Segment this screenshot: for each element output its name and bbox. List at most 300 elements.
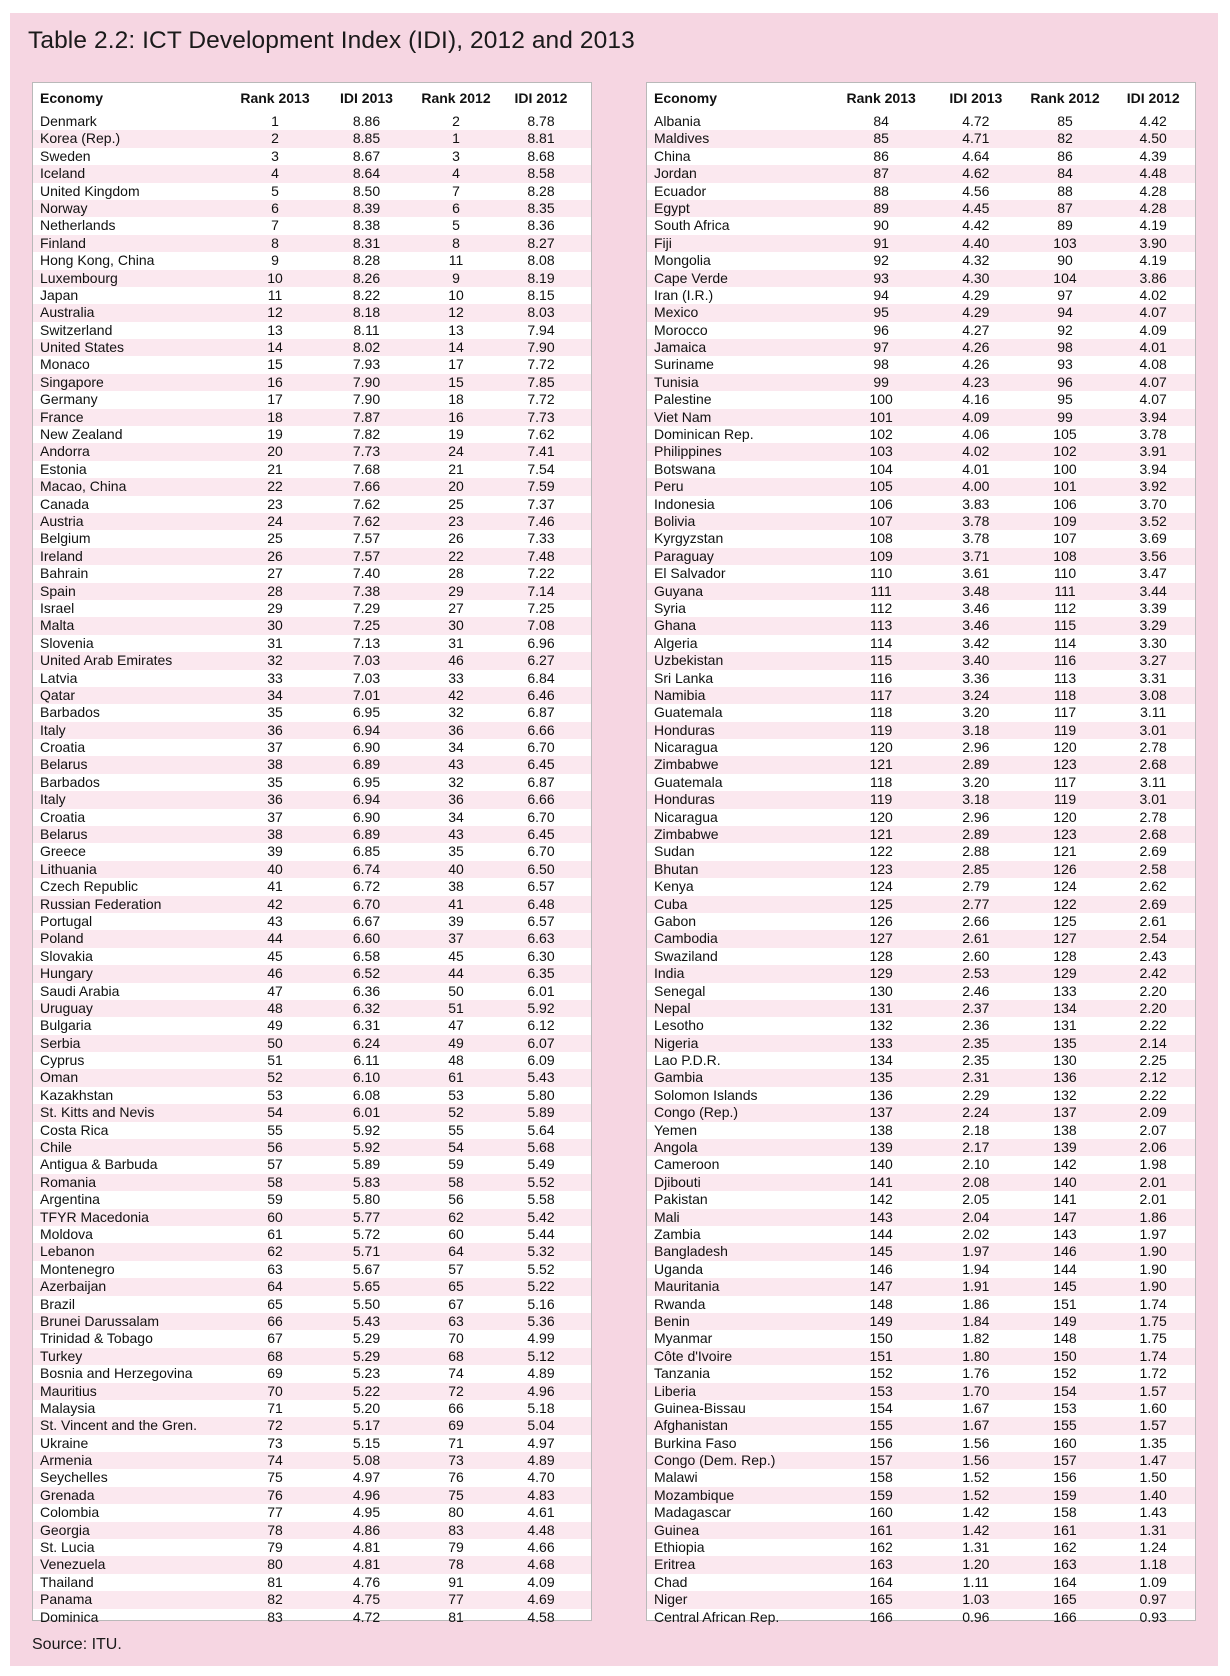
- cell-idi-2013: 6.58: [352, 947, 381, 964]
- cell-idi-2013: 8.18: [352, 304, 381, 321]
- cell-economy: Armenia: [40, 1452, 93, 1469]
- cell-idi-2012: 6.45: [527, 826, 555, 843]
- cell-idi-2013: 3.46: [962, 599, 990, 616]
- cell-idi-2012: 1.40: [1139, 1486, 1167, 1503]
- cell-rank-2012: 43: [448, 826, 464, 843]
- cell-rank-2012: 123: [1053, 756, 1077, 773]
- cell-idi-2012: 3.94: [1139, 460, 1167, 477]
- cell-idi-2013: 7.90: [352, 391, 381, 408]
- table-row: [647, 165, 1195, 182]
- cell-idi-2012: 1.60: [1139, 1399, 1167, 1416]
- cell-economy: St. Lucia: [40, 1539, 95, 1556]
- cell-rank-2013: 36: [267, 791, 283, 808]
- cell-rank-2012: 61: [448, 1069, 464, 1086]
- table-row: [33, 861, 591, 878]
- table-row: [33, 287, 591, 304]
- table-row: [647, 513, 1195, 530]
- cell-idi-2013: 2.66: [962, 912, 990, 929]
- cell-idi-2013: 6.89: [352, 756, 381, 773]
- cell-rank-2012: 152: [1053, 1365, 1077, 1382]
- cell-rank-2012: 56: [448, 1191, 464, 1208]
- cell-rank-2012: 154: [1053, 1382, 1077, 1399]
- cell-economy: Zambia: [654, 1226, 701, 1242]
- table-row: [647, 739, 1195, 756]
- cell-economy: Mauritius: [40, 1382, 97, 1399]
- cell-rank-2012: 36: [448, 791, 464, 808]
- cell-idi-2012: 3.01: [1139, 791, 1167, 808]
- cell-economy: Costa Rica: [40, 1121, 109, 1138]
- cell-rank-2013: 157: [869, 1452, 893, 1469]
- cell-rank-2013: 151: [869, 1347, 893, 1364]
- cell-idi-2012: 2.25: [1139, 1052, 1167, 1069]
- cell-idi-2012: 2.43: [1139, 947, 1167, 964]
- cell-rank-2013: 100: [869, 391, 893, 408]
- cell-idi-2012: 8.81: [527, 130, 555, 147]
- cell-economy: Liberia: [654, 1382, 697, 1399]
- cell-rank-2012: 75: [448, 1486, 464, 1503]
- table-row: [33, 304, 591, 321]
- cell-rank-2013: 43: [267, 912, 283, 929]
- cell-idi-2013: 7.87: [352, 408, 381, 425]
- cell-rank-2012: 82: [1057, 130, 1073, 147]
- cell-rank-2013: 108: [869, 530, 893, 547]
- cell-idi-2012: 1.57: [1139, 1382, 1167, 1399]
- cell-rank-2012: 32: [448, 773, 464, 790]
- table-row: [647, 322, 1195, 339]
- table-row: [647, 461, 1195, 478]
- table-row: [33, 565, 591, 582]
- cell-idi-2012: 1.24: [1139, 1539, 1167, 1556]
- table-row: [647, 1122, 1195, 1139]
- cell-idi-2013: 8.39: [352, 199, 381, 216]
- cell-rank-2012: 32: [448, 704, 464, 721]
- cell-rank-2012: 70: [448, 1330, 464, 1347]
- cell-economy: Cyprus: [40, 1052, 85, 1069]
- cell-idi-2013: 8.85: [352, 130, 381, 147]
- cell-rank-2013: 156: [869, 1434, 893, 1451]
- cell-idi-2012: 4.83: [527, 1486, 555, 1503]
- cell-rank-2012: 26: [448, 530, 464, 547]
- cell-economy: Fiji: [654, 234, 672, 251]
- cell-rank-2012: 22: [448, 547, 464, 564]
- table-row: [33, 896, 591, 913]
- cell-economy: Bulgaria: [40, 1017, 92, 1034]
- cell-economy: Peru: [654, 478, 684, 495]
- cell-rank-2012: 95: [1057, 391, 1073, 408]
- cell-economy: Dominican Rep.: [654, 426, 754, 443]
- cell-economy: Turkey: [40, 1347, 83, 1364]
- cell-idi-2013: 4.16: [962, 391, 990, 408]
- table-row: [33, 513, 591, 530]
- cell-rank-2013: 119: [870, 721, 893, 738]
- cell-idi-2013: 1.94: [962, 1260, 990, 1277]
- table-row: [647, 1069, 1195, 1086]
- cell-rank-2012: 5: [452, 217, 460, 234]
- cell-economy: Algeria: [654, 634, 698, 651]
- cell-economy: Jamaica: [654, 339, 707, 356]
- cell-rank-2012: 59: [448, 1156, 464, 1173]
- cell-rank-2013: 75: [267, 1469, 283, 1486]
- cell-rank-2013: 131: [869, 999, 893, 1016]
- cell-economy: Bangladesh: [654, 1243, 728, 1260]
- cell-rank-2013: 26: [267, 547, 283, 564]
- cell-idi-2012: 5.32: [527, 1243, 555, 1260]
- cell-idi-2013: 2.31: [962, 1069, 990, 1086]
- cell-idi-2013: 7.57: [352, 530, 381, 547]
- cell-rank-2013: 115: [870, 652, 893, 669]
- cell-rank-2012: 19: [448, 426, 464, 443]
- cell-economy: Antigua & Barbuda: [40, 1156, 158, 1173]
- cell-idi-2012: 5.44: [527, 1226, 555, 1242]
- cell-idi-2012: 3.11: [1140, 773, 1167, 790]
- table-row: [647, 1574, 1195, 1591]
- cell-rank-2013: 150: [869, 1330, 893, 1347]
- cell-idi-2012: 2.54: [1139, 930, 1167, 947]
- cell-rank-2013: 117: [870, 686, 893, 703]
- cell-rank-2013: 118: [870, 773, 893, 790]
- cell-economy: Guyana: [654, 582, 704, 599]
- cell-rank-2012: 51: [448, 999, 464, 1016]
- cell-idi-2013: 7.03: [352, 669, 381, 686]
- cell-idi-2013: 1.80: [962, 1347, 990, 1364]
- cell-idi-2013: 1.03: [962, 1591, 990, 1608]
- cell-rank-2012: 1: [452, 130, 460, 147]
- cell-idi-2012: 5.22: [527, 1278, 555, 1295]
- cell-idi-2013: 7.82: [352, 426, 381, 443]
- cell-rank-2013: 166: [869, 1608, 893, 1625]
- cell-rank-2012: 165: [1053, 1591, 1077, 1608]
- cell-economy: Guatemala: [654, 773, 723, 790]
- cell-economy: Korea (Rep.): [40, 130, 121, 147]
- table-row: [33, 496, 591, 513]
- cell-rank-2012: 27: [448, 599, 464, 616]
- table-row: [647, 809, 1195, 826]
- cell-rank-2013: 50: [267, 1034, 283, 1051]
- cell-idi-2013: 3.61: [962, 565, 990, 582]
- cell-economy: Philippines: [654, 443, 722, 460]
- cell-economy: Brunei Darussalam: [40, 1312, 160, 1329]
- table-row: [33, 756, 591, 773]
- cell-idi-2013: 2.79: [962, 878, 990, 895]
- cell-idi-2012: 1.75: [1139, 1312, 1167, 1329]
- table-row: [647, 1591, 1195, 1608]
- table-row: [647, 304, 1195, 321]
- cell-economy: Tanzania: [654, 1365, 711, 1382]
- cell-rank-2012: 17: [448, 356, 464, 373]
- cell-idi-2012: 2.07: [1139, 1121, 1167, 1138]
- cell-idi-2012: 1.47: [1139, 1452, 1167, 1469]
- cell-economy: Syria: [654, 599, 686, 616]
- cell-rank-2013: 38: [267, 756, 283, 773]
- cell-rank-2012: 153: [1053, 1399, 1077, 1416]
- table-row: [33, 409, 591, 426]
- cell-rank-2013: 132: [869, 1017, 893, 1034]
- cell-rank-2013: 74: [267, 1452, 283, 1469]
- cell-economy: Croatia: [40, 739, 86, 756]
- cell-rank-2013: 106: [869, 495, 893, 512]
- cell-idi-2012: 1.74: [1139, 1347, 1167, 1364]
- cell-rank-2013: 92: [873, 252, 889, 269]
- table-row: [33, 878, 591, 895]
- cell-idi-2013: 6.89: [352, 826, 381, 843]
- cell-idi-2012: 4.08: [1139, 356, 1167, 373]
- cell-rank-2012: 114: [1053, 634, 1077, 651]
- cell-rank-2013: 113: [870, 617, 893, 634]
- cell-rank-2013: 33: [267, 669, 283, 686]
- cell-economy: Cameroon: [654, 1156, 720, 1173]
- cell-rank-2012: 94: [1057, 304, 1073, 321]
- cell-rank-2013: 30: [267, 617, 283, 634]
- cell-economy: South Africa: [654, 217, 730, 234]
- cell-idi-2013: 5.29: [352, 1330, 381, 1347]
- cell-rank-2012: 57: [448, 1260, 464, 1277]
- table-row: [33, 617, 591, 634]
- cell-idi-2012: 5.58: [527, 1191, 555, 1208]
- table-row: [647, 687, 1195, 704]
- header-economy: Economy: [40, 89, 104, 106]
- table-row: [33, 130, 591, 147]
- table-row: [33, 1383, 591, 1400]
- cell-idi-2013: 2.08: [962, 1173, 990, 1190]
- table-page: [10, 13, 1218, 1666]
- cell-rank-2012: 24: [448, 443, 464, 460]
- cell-idi-2013: 3.20: [962, 704, 990, 721]
- cell-idi-2013: 2.04: [962, 1208, 990, 1225]
- table-row: [647, 1296, 1195, 1313]
- table-row: [33, 1052, 591, 1069]
- table-row: [647, 270, 1195, 287]
- table-row: [33, 1400, 591, 1417]
- cell-economy: Lithuania: [40, 860, 97, 877]
- cell-idi-2013: 3.71: [962, 547, 990, 564]
- cell-rank-2013: 63: [267, 1260, 283, 1277]
- cell-rank-2012: 74: [448, 1365, 464, 1382]
- cell-economy: Ghana: [654, 617, 697, 634]
- cell-rank-2013: 153: [869, 1382, 893, 1399]
- cell-rank-2012: 92: [1057, 321, 1073, 338]
- table-row: [647, 1174, 1195, 1191]
- cell-idi-2012: 4.99: [527, 1330, 555, 1347]
- cell-rank-2013: 57: [267, 1156, 283, 1173]
- cell-rank-2013: 37: [267, 808, 283, 825]
- cell-economy: Egypt: [654, 199, 690, 216]
- cell-idi-2013: 8.28: [352, 252, 381, 269]
- cell-idi-2013: 1.20: [962, 1556, 990, 1573]
- cell-idi-2012: 4.96: [527, 1382, 555, 1399]
- cell-rank-2013: 7: [271, 217, 279, 234]
- cell-rank-2013: 83: [267, 1608, 283, 1625]
- table-row: [647, 704, 1195, 721]
- cell-rank-2012: 13: [448, 321, 464, 338]
- table-row: [33, 809, 591, 826]
- cell-idi-2012: 5.04: [527, 1417, 555, 1434]
- table-row: [647, 1539, 1195, 1556]
- cell-economy: Cuba: [654, 895, 688, 912]
- cell-idi-2013: 2.89: [962, 756, 990, 773]
- cell-idi-2013: 8.26: [352, 269, 381, 286]
- cell-rank-2013: 163: [869, 1556, 893, 1573]
- cell-idi-2013: 6.31: [352, 1017, 381, 1034]
- cell-rank-2012: 133: [1053, 982, 1077, 999]
- cell-rank-2013: 8: [271, 234, 279, 251]
- cell-idi-2012: 7.85: [527, 373, 555, 390]
- cell-economy: United States: [40, 339, 125, 356]
- cell-rank-2013: 6: [271, 199, 279, 216]
- cell-idi-2012: 4.39: [1139, 147, 1167, 164]
- cell-idi-2012: 6.66: [527, 721, 555, 738]
- cell-idi-2012: 7.37: [527, 495, 555, 512]
- cell-idi-2012: 4.19: [1139, 217, 1167, 234]
- cell-rank-2012: 85: [1057, 113, 1073, 129]
- cell-idi-2013: 4.81: [352, 1539, 381, 1556]
- table-row: [647, 722, 1195, 739]
- cell-rank-2013: 17: [267, 391, 283, 408]
- cell-rank-2013: 28: [267, 582, 283, 599]
- cell-rank-2012: 141: [1053, 1191, 1077, 1208]
- cell-economy: Mali: [654, 1208, 680, 1225]
- cell-idi-2012: 7.33: [527, 530, 555, 547]
- table-row: [647, 1226, 1195, 1243]
- cell-economy: Indonesia: [654, 495, 715, 512]
- cell-rank-2012: 83: [448, 1521, 464, 1538]
- cell-economy: Central African Rep.: [654, 1608, 780, 1625]
- cell-rank-2012: 66: [448, 1399, 464, 1416]
- cell-economy: Morocco: [654, 321, 708, 338]
- cell-idi-2012: 3.92: [1139, 478, 1167, 495]
- cell-economy: Namibia: [654, 686, 706, 703]
- cell-rank-2013: 152: [869, 1365, 893, 1382]
- cell-rank-2012: 50: [448, 982, 464, 999]
- cell-economy: Andorra: [40, 443, 90, 460]
- cell-rank-2013: 41: [267, 878, 283, 895]
- cell-idi-2013: 5.23: [352, 1365, 381, 1382]
- cell-idi-2013: 7.73: [352, 443, 381, 460]
- cell-rank-2012: 87: [1057, 199, 1073, 216]
- cell-idi-2012: 6.09: [527, 1052, 555, 1069]
- table-row: [33, 1330, 591, 1347]
- table-row: [33, 1139, 591, 1156]
- cell-rank-2012: 10: [448, 286, 464, 303]
- cell-rank-2012: 60: [448, 1226, 464, 1242]
- cell-economy: Viet Nam: [654, 408, 712, 425]
- cell-rank-2013: 120: [869, 808, 893, 825]
- cell-rank-2013: 89: [873, 199, 889, 216]
- table-row: [33, 478, 591, 495]
- cell-idi-2013: 8.67: [352, 147, 381, 164]
- cell-idi-2012: 5.43: [527, 1069, 555, 1086]
- cell-idi-2012: 6.35: [527, 965, 555, 982]
- table-row: [647, 826, 1195, 843]
- cell-rank-2013: 19: [267, 426, 283, 443]
- table-row: [33, 426, 591, 443]
- cell-idi-2013: 6.52: [352, 965, 381, 982]
- cell-idi-2013: 3.46: [962, 617, 990, 634]
- cell-economy: Switzerland: [40, 321, 113, 338]
- cell-economy: Denmark: [40, 113, 97, 129]
- cell-rank-2012: 90: [1057, 252, 1073, 269]
- cell-idi-2013: 3.18: [962, 721, 990, 738]
- cell-rank-2012: 104: [1053, 269, 1077, 286]
- table-row: [33, 461, 591, 478]
- cell-rank-2013: 20: [267, 443, 283, 460]
- cell-idi-2012: 6.12: [527, 1017, 555, 1034]
- cell-rank-2012: 96: [1057, 373, 1073, 390]
- cell-rank-2013: 159: [869, 1486, 893, 1503]
- table-row: [647, 1469, 1195, 1486]
- header-rank-2012: Rank 2012: [421, 89, 491, 106]
- cell-idi-2013: 8.64: [352, 165, 381, 182]
- cell-idi-2013: 8.50: [352, 182, 381, 199]
- cell-economy: Romania: [40, 1173, 97, 1190]
- cell-idi-2012: 2.61: [1139, 912, 1167, 929]
- cell-idi-2013: 1.70: [962, 1382, 990, 1399]
- cell-idi-2012: 2.68: [1139, 826, 1167, 843]
- cell-idi-2013: 2.35: [962, 1034, 990, 1051]
- cell-idi-2013: 5.72: [352, 1226, 381, 1242]
- cell-rank-2012: 106: [1053, 495, 1077, 512]
- table-row: [647, 1452, 1195, 1469]
- cell-idi-2013: 2.17: [962, 1139, 990, 1156]
- table-row: [647, 1313, 1195, 1330]
- cell-rank-2012: 55: [448, 1121, 464, 1138]
- table-row: [647, 1348, 1195, 1365]
- cell-rank-2012: 38: [448, 878, 464, 895]
- cell-rank-2013: 118: [870, 704, 893, 721]
- cell-idi-2012: 4.42: [1139, 113, 1167, 129]
- cell-idi-2012: 8.35: [527, 199, 555, 216]
- cell-economy: Uruguay: [40, 999, 93, 1016]
- cell-idi-2012: 4.89: [527, 1365, 555, 1382]
- cell-rank-2013: 45: [267, 947, 283, 964]
- cell-rank-2013: 38: [267, 826, 283, 843]
- cell-idi-2012: 4.01: [1139, 339, 1167, 356]
- cell-idi-2013: 3.36: [962, 669, 990, 686]
- cell-rank-2013: 29: [267, 599, 283, 616]
- cell-rank-2012: 2: [452, 113, 460, 129]
- cell-idi-2013: 8.86: [352, 113, 381, 129]
- cell-idi-2013: 6.70: [352, 895, 381, 912]
- cell-rank-2012: 45: [448, 947, 464, 964]
- table-row: [33, 1104, 591, 1121]
- table-row: [647, 235, 1195, 252]
- cell-rank-2012: 129: [1053, 965, 1077, 982]
- cell-rank-2012: 123: [1053, 826, 1077, 843]
- cell-rank-2013: 44: [267, 930, 283, 947]
- cell-idi-2012: 1.43: [1139, 1504, 1167, 1521]
- cell-idi-2012: 1.90: [1139, 1260, 1167, 1277]
- cell-economy: Portugal: [40, 912, 93, 929]
- cell-idi-2013: 5.89: [352, 1156, 381, 1173]
- table-row: [33, 530, 591, 547]
- cell-economy: Uzbekistan: [654, 652, 724, 669]
- cell-rank-2012: 112: [1053, 599, 1077, 616]
- cell-rank-2012: 68: [448, 1347, 464, 1364]
- cell-rank-2012: 150: [1053, 1347, 1077, 1364]
- cell-rank-2012: 99: [1057, 408, 1073, 425]
- table-row: [33, 791, 591, 808]
- cell-economy: Azerbaijan: [40, 1278, 107, 1295]
- cell-idi-2013: 1.56: [962, 1434, 990, 1451]
- cell-idi-2013: 5.08: [352, 1452, 381, 1469]
- cell-economy: Iceland: [40, 165, 86, 182]
- cell-economy: Ireland: [40, 547, 83, 564]
- table-row: [33, 1296, 591, 1313]
- cell-rank-2012: 46: [448, 652, 464, 669]
- cell-economy: Palestine: [654, 391, 712, 408]
- cell-idi-2013: 6.94: [352, 791, 381, 808]
- cell-idi-2013: 4.40: [962, 234, 990, 251]
- cell-idi-2013: 7.62: [352, 495, 381, 512]
